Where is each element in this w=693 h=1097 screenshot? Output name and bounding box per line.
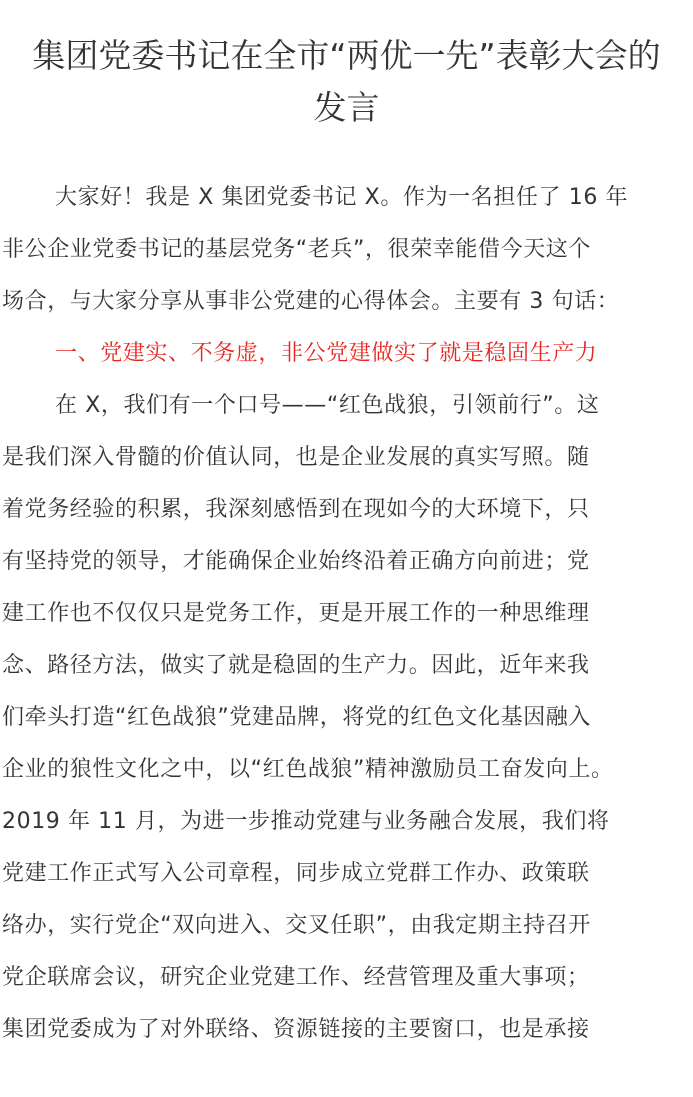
body-line: 党建工作正式写入公司章程，同步成立党群工作办、政策联 bbox=[2, 861, 590, 886]
body-line: 有坚持党的领导，才能确保企业始终沿着正确方向前进；党 bbox=[2, 549, 590, 574]
body-line: 是我们深入骨髓的价值认同，也是企业发展的真实写照。随 bbox=[2, 445, 590, 470]
body-line: 大家好！我是 X 集团党委书记 X。作为一名担任了 16 年 bbox=[55, 185, 629, 210]
body-line: 场合，与大家分享从事非公党建的心得体会。主要有 3 句话： bbox=[2, 289, 620, 314]
body-line: 络办，实行党企“双向进入、交叉任职”，由我定期主持召开 bbox=[2, 913, 591, 938]
body-line: 集团党委成为了对外联络、资源链接的主要窗口，也是承接 bbox=[2, 1017, 590, 1042]
document-title bbox=[0, 0, 693, 134]
title-line-2: 发言 bbox=[313, 88, 380, 127]
title-line-1: 集团党委书记在全市“两优一先”表彰大会的 bbox=[32, 36, 661, 75]
body-line: 建工作也不仅仅只是党务工作，更是开展工作的一种思维理 bbox=[2, 601, 590, 626]
body-line: 着党务经验的积累，我深刻感悟到在现如今的大环境下，只 bbox=[2, 497, 590, 522]
body-line: 党企联席会议，研究企业党建工作、经营管理及重大事项； bbox=[2, 965, 590, 990]
body-line: 2019 年 11 月，为进一步推动党建与业务融合发展，我们将 bbox=[2, 809, 610, 834]
body-line: 念、路径方法，做实了就是稳固的生产力。因此，近年来我 bbox=[2, 653, 590, 678]
body-line: 非公企业党委书记的基层党务“老兵”，很荣幸能借今天这个 bbox=[2, 237, 591, 262]
document-body bbox=[0, 134, 693, 1056]
body-line: 们牵头打造“红色战狼”党建品牌，将党的红色文化基因融入 bbox=[2, 705, 591, 730]
body-line: 在 X，我们有一个口号——“红色战狼，引领前行”。这 bbox=[55, 393, 600, 418]
body-line: 企业的狼性文化之中，以“红色战狼”精神激励员工奋发向上。 bbox=[2, 757, 614, 782]
section-heading: 一、党建实、不务虚，非公党建做实了就是稳固生产力 bbox=[55, 341, 598, 366]
